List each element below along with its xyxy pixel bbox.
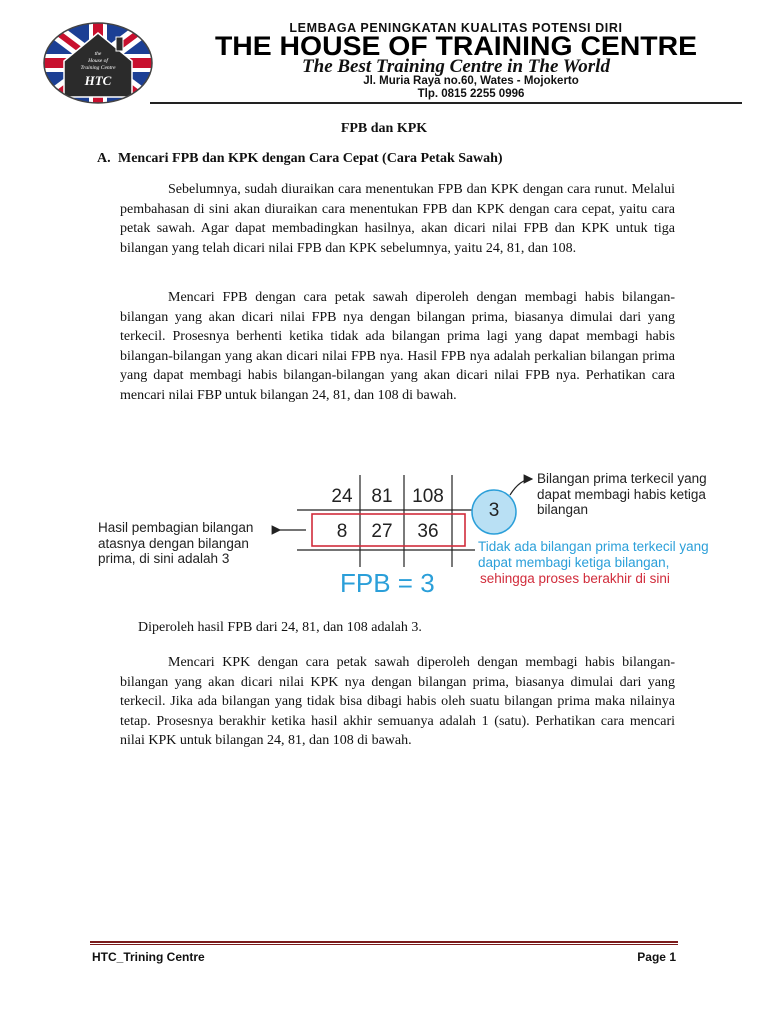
org-tagline: The Best Training Centre in The World — [302, 56, 610, 77]
paragraph-intro — [120, 180, 675, 258]
diagram-cell: 27 — [371, 521, 393, 542]
footer-divider — [90, 941, 678, 945]
diagram-right-label-top: Bilangan prima terkecil yang dapat membagi habis ketiga bilangan — [537, 471, 707, 517]
diagram-left-label: Hasil pembagian bilangan atasnya dengan bilangan prima, di sini adalah 3 — [98, 520, 254, 566]
htc-logo — [42, 21, 154, 105]
svg-text:Training Centre: Training Centre — [80, 65, 116, 71]
svg-text:HTC: HTC — [84, 73, 112, 88]
svg-text:House of: House of — [88, 58, 108, 64]
org-line: LEMBAGA PENINGKATAN KUALITAS POTENSI DIRI — [289, 21, 623, 35]
diagram-cell: 24 — [331, 486, 353, 507]
org-address: Jl. Muria Raya no.60, Wates - Mojokerto — [363, 75, 579, 87]
org-name: THE HOUSE OF TRAINING CENTRE — [214, 31, 698, 61]
paragraph-kpk — [120, 653, 675, 751]
section-letter: A. — [97, 151, 111, 166]
org-phone: Tlp. 0815 2255 0996 — [417, 88, 525, 100]
diagram-cell: 108 — [412, 486, 444, 507]
fpb-result-sentence: Diperoleh hasil FPB dari 24, 81, dan 108 adalah 3. — [138, 620, 422, 635]
diagram-right-label-blue: Tidak ada bilangan prima terkecil yang dapat membagi ketiga bilangan, — [478, 539, 709, 570]
document-title: FPB dan KPK — [340, 121, 428, 136]
paragraph-kpk-text: Mencari KPK dengan cara petak sawah diperoleh dengan membagi habis bilangan-bilangan yang akan dicari nilai KPK nya dengan bilangan prima, biasanya dimulai dari yang terkecil. Jika ada bilangan yang tidak bisa dibagi habis oleh suatu bilangan prima maka nilainya tetap. Prosesnya berakhir ketika hasil akhir semuanya adalah 1 (satu). Perhatikan cara mencari nilai KPK untuk bilangan 24, 81, dan 108 di bawah. — [120, 655, 675, 749]
section-heading — [97, 151, 657, 167]
footer-left-text: HTC_Trining Centre — [92, 950, 205, 964]
paragraph-intro-text: Sebelumnya, sudah diuraikan cara menentukan FPB dan KPK dengan cara runut. Melalui pembahasan di sini akan diuraikan cara menentukan FPB dan KPK dengan cara cepat, yaitu cara petak sawah. Agar dapat membadingkan hasilnya, akan dicari nilai FPB dan KPK untuk tiga bilangan yang telah dicari nilai FPB dan KPK sebelumnya, yaitu 24, 81, dan 108. — [120, 182, 675, 256]
diagram-right-label-red: sehingga proses berakhir di sini — [480, 571, 670, 586]
paragraph-fpb-text: Mencari FPB dengan cara petak sawah diperoleh dengan membagi habis bilangan-bilangan yang akan dicari nilai FPB nya dengan bilangan prima, biasanya dimulai dari yang terkecil. Prosesnya berhenti ketika tidak ada bilangan prima lagi yang dapat membagi habis bilangan-bilangan yang akan dicari nilai FPB nya. Hasil FPB nya adalah perkalian bilangan prima yang dapat membagi habis bilangan-bilangan yang akan dicari nilai FPB nya. Perhatikan cara mencari nilai FBP untuk bilangan 24, 81, dan 108 di bawah. — [120, 290, 675, 403]
section-heading-text: Mencari FPB dan KPK dengan Cara Cepat (Cara Petak Sawah) — [118, 151, 503, 166]
header-divider — [150, 102, 742, 104]
petak-sawah-diagram — [90, 455, 740, 605]
page-number: Page 1 — [637, 950, 676, 964]
diagram-cell: 81 — [371, 486, 393, 507]
house-union-jack-logo-icon — [42, 21, 154, 105]
diagram-cell: 36 — [417, 521, 439, 542]
fpb-result: FPB = 3 — [340, 568, 435, 598]
paragraph-fpb — [120, 288, 675, 406]
prime-divisor: 3 — [488, 500, 500, 521]
diagram-cell: 8 — [336, 521, 348, 542]
svg-text:the: the — [94, 51, 102, 57]
